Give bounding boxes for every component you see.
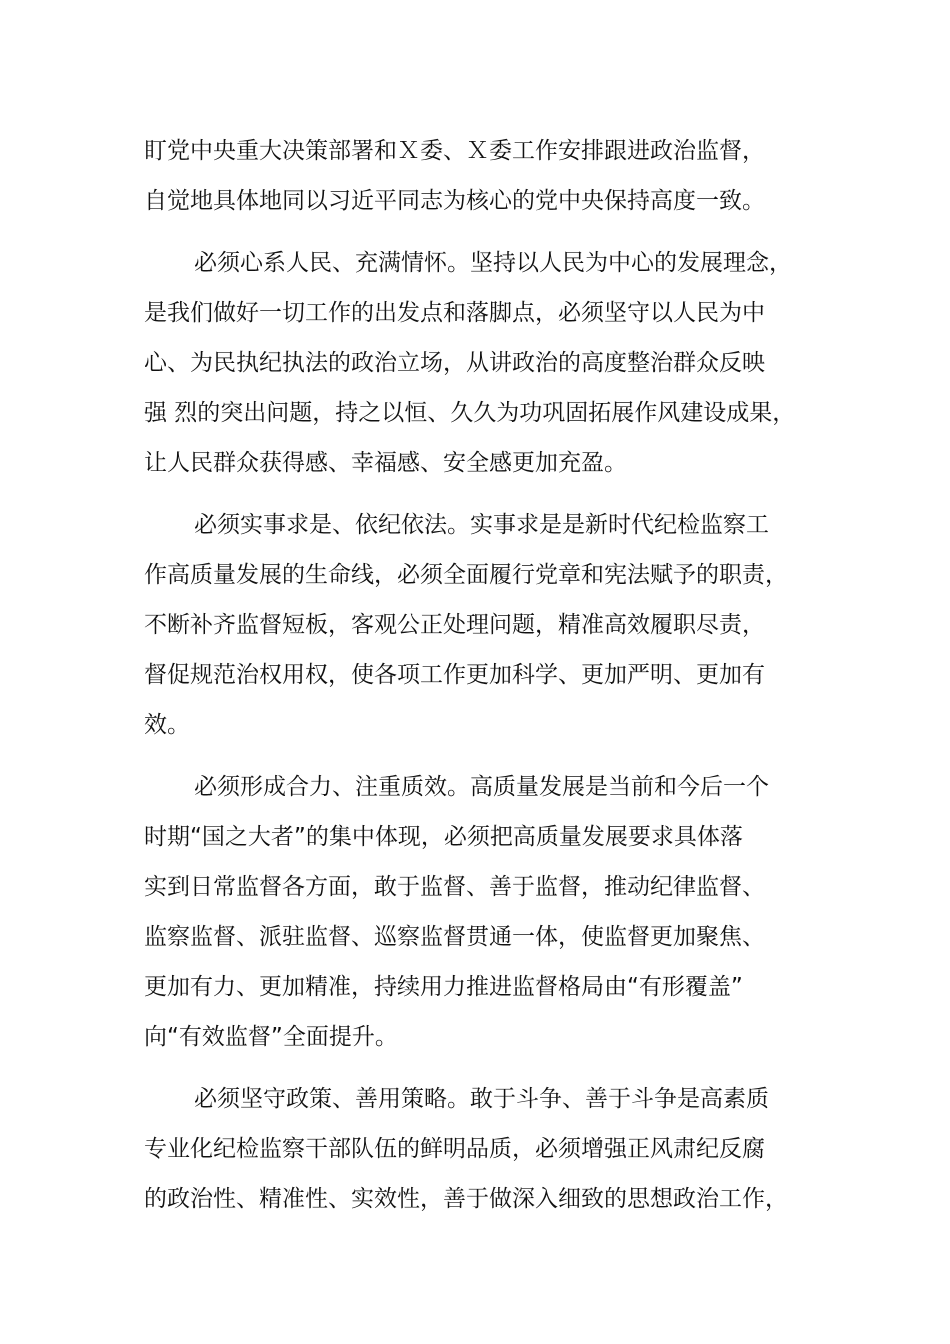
text-line: 必须形成合力、注重质效。高质量发展是当前和今后一个 [194, 774, 769, 800]
paragraph-synergy [144, 762, 814, 1062]
document-body [144, 126, 814, 1224]
text-line: 让人民群众获得感、幸福感、安全感更加充盈。 [144, 450, 627, 476]
text-line: 盯党中央重大决策部署和Ｘ委、Ｘ委工作安排跟进政治监督， [144, 138, 765, 164]
paragraph-facts [144, 500, 814, 750]
paragraph-people [144, 238, 814, 488]
text-line: 强 烈的突出问题，持之以恒、久久为功巩固拓展作风建设成果， [144, 400, 796, 426]
text-line: 心、为民执纪执法的政治立场，从讲政治的高度整治群众反映 [144, 350, 765, 376]
text-line: 督促规范治权用权，使各项工作更加科学、更加严明、更加有 [144, 662, 765, 688]
text-line: 不断补齐监督短板，客观公正处理问题，精准高效履职尽责， [144, 612, 765, 638]
text-line: 向“有效监督”全面提升。 [144, 1024, 398, 1050]
text-line: 时期“国之大者”的集中体现，必须把高质量发展要求具体落 [144, 824, 743, 850]
text-line: 自觉地具体地同以习近平同志为核心的党中央保持高度一致。 [144, 188, 765, 214]
text-line: 更加有力、更加精准，持续用力推进监督格局由“有形覆盖” [144, 974, 743, 1000]
text-line: 实到日常监督各方面，敢于监督、善于监督，推动纪律监督、 [144, 874, 765, 900]
text-line: 作高质量发展的生命线，必须全面履行党章和宪法赋予的职责， [144, 562, 788, 588]
text-line: 必须坚守政策、善用策略。敢于斗争、善于斗争是高素质 [194, 1086, 769, 1112]
paragraph-continuation [144, 126, 814, 226]
text-line: 效。 [144, 712, 190, 738]
text-line: 是我们做好一切工作的出发点和落脚点，必须坚守以人民为中 [144, 300, 765, 326]
text-line: 的政治性、精准性、实效性，善于做深入细致的思想政治工作， [144, 1186, 788, 1212]
text-line: 必须实事求是、依纪依法。实事求是是新时代纪检监察工 [194, 512, 769, 538]
paragraph-policy [144, 1074, 814, 1224]
text-line: 监察监督、派驻监督、巡察监督贯通一体，使监督更加聚焦、 [144, 924, 765, 950]
text-line: 专业化纪检监察干部队伍的鲜明品质，必须增强正风肃纪反腐 [144, 1136, 765, 1162]
text-line: 必须心系人民、充满情怀。坚持以人民为中心的发展理念， [194, 250, 792, 276]
